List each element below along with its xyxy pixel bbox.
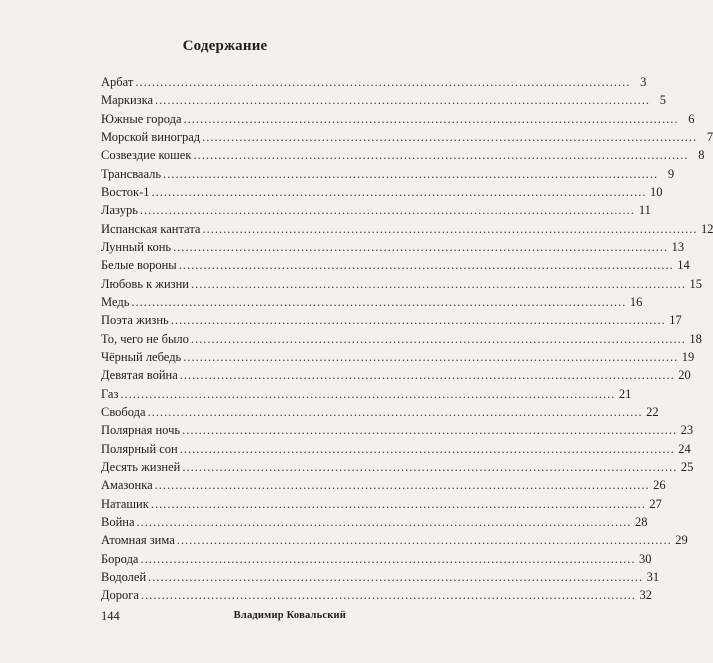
toc-entry [101, 513, 648, 531]
dot-leader: ........................................................................................................................ [136, 514, 632, 529]
dot-leader: ........................................................................................................................ [148, 569, 644, 584]
toc-entry [101, 201, 651, 219]
toc-entry [101, 421, 694, 439]
toc-entry-page: 8 [698, 148, 705, 163]
dot-leader: ........................................................................................................................ [147, 404, 643, 419]
toc-entry [101, 550, 652, 568]
toc-entry-page: 12 [700, 221, 713, 236]
dot-leader: ........................................................................................................................ [179, 441, 675, 456]
toc-entry-title: Борода [101, 551, 139, 566]
dot-leader: ........................................................................................................................ [190, 331, 686, 346]
toc-entry-page: 25 [680, 459, 694, 474]
page-number: 144 [101, 609, 120, 623]
toc-entry-title: Десять жизней [101, 459, 181, 474]
toc-entry-title: То, чего не было [101, 331, 189, 346]
toc-entry [101, 348, 695, 366]
toc-entry [101, 495, 662, 513]
toc-entry [101, 586, 652, 604]
toc-entry-title: Наташик [101, 496, 149, 511]
dot-leader: ........................................................................................................................ [120, 386, 616, 401]
toc-entry [101, 73, 647, 91]
toc-entry-title: Полярная ночь [101, 423, 181, 438]
toc-entry-page: 32 [639, 588, 652, 603]
dot-leader: ........................................................................................................................ [163, 166, 659, 181]
dot-leader: ........................................................................................................................ [170, 313, 666, 328]
toc-entry-page: 9 [667, 166, 675, 181]
toc-entry [101, 568, 660, 586]
dot-leader: ........................................................................................................................ [182, 459, 678, 474]
dot-leader: ........................................................................................................................ [202, 221, 698, 236]
dot-leader: ........................................................................................................................ [140, 588, 636, 603]
toc-entry [101, 110, 695, 128]
toc-entry-title: Газ [101, 386, 119, 401]
toc-entry-title: Созвездие кошек [101, 148, 192, 163]
dot-leader: ........................................................................................................................ [178, 258, 674, 273]
toc-entry-title: Медь [101, 294, 130, 309]
toc-entry-page: 11 [638, 203, 651, 218]
toc-entry [101, 440, 691, 458]
dot-leader: ........................................................................................................................ [183, 349, 679, 364]
toc-entry-page: 19 [681, 349, 695, 364]
toc-entry-page: 14 [677, 258, 690, 273]
toc-entry-title: Любовь к жизни [101, 276, 189, 291]
toc-entry-title: Амазонка [101, 478, 153, 493]
toc-entry [101, 366, 691, 384]
dot-leader: ........................................................................................................................ [131, 294, 627, 309]
dot-leader: ........................................................................................................................ [182, 423, 678, 438]
toc-entry-page: 5 [659, 93, 667, 108]
toc-entry-title: Полярный сон [101, 441, 178, 456]
toc-entry-title: Война [101, 514, 135, 529]
toc-entry [101, 275, 702, 293]
toc-entry-title: Лунный конь [101, 239, 172, 254]
toc-entry-title: Южные города [101, 111, 182, 126]
dot-leader: ........................................................................................................................ [193, 148, 689, 163]
toc-entry-page: 31 [646, 569, 660, 584]
toc-entry-page: 20 [678, 368, 691, 383]
toc-entry [101, 183, 663, 201]
toc-entry-title: Морской виноград [101, 129, 201, 144]
dot-leader: ........................................................................................................................ [140, 551, 636, 566]
page-title: Содержание [182, 38, 268, 54]
toc-entry [101, 385, 632, 403]
toc-entry [101, 128, 713, 146]
table-of-contents [101, 73, 713, 605]
toc-entry-page: 26 [653, 478, 666, 493]
toc-entry-page: 22 [646, 404, 659, 419]
toc-entry-page: 29 [675, 533, 688, 548]
toc-entry-page: 27 [649, 496, 662, 511]
toc-entry [101, 403, 659, 421]
toc-entry-page: 16 [629, 294, 643, 309]
toc-entry-title: Дорога [101, 588, 139, 603]
toc-entry-title: Восток-1 [101, 184, 150, 199]
toc-entry-page: 23 [680, 423, 694, 438]
toc-entry-title: Лазурь [101, 203, 138, 218]
toc-entry-title: Атомная зима [101, 533, 175, 548]
toc-entry [101, 458, 694, 476]
toc-entry-page: 21 [618, 386, 632, 401]
toc-entry [101, 256, 690, 274]
dot-leader: ........................................................................................................................ [154, 478, 650, 493]
toc-entry-title: Чёрный лебедь [101, 349, 182, 364]
toc-entry-title: Водолей [101, 569, 147, 584]
dot-leader: ........................................................................................................................ [150, 496, 646, 511]
toc-entry-title: Девятая война [101, 368, 178, 383]
toc-entry-title: Арбат [101, 75, 134, 89]
toc-entry-page: 24 [678, 441, 691, 456]
toc-entry [101, 220, 713, 238]
toc-entry-page: 6 [688, 111, 695, 126]
dot-leader: ........................................................................................................................ [183, 111, 679, 126]
toc-entry-page: 30 [638, 551, 652, 566]
toc-entry [101, 165, 675, 183]
toc-entry-page: 28 [635, 514, 648, 529]
toc-entry [101, 330, 702, 348]
toc-entry [101, 531, 688, 549]
dot-leader: ........................................................................................................................ [155, 93, 651, 108]
toc-entry [101, 293, 643, 311]
toc-entry-title: Маркизка [101, 93, 154, 108]
toc-entry-title: Свобода [101, 404, 146, 419]
dot-leader: ........................................................................................................................ [173, 239, 669, 254]
toc-entry-page: 10 [649, 184, 663, 199]
dot-leader: ........................................................................................................................ [191, 276, 686, 291]
toc-entry-title: Трансвааль [101, 166, 162, 181]
dot-leader: ........................................................................................................................ [202, 129, 698, 144]
dot-leader: ........................................................................................................................ [135, 75, 631, 89]
toc-entry-title: Поэта жизнь [101, 313, 169, 328]
author-name: Владимир Ковальский [233, 610, 346, 621]
toc-entry [101, 91, 667, 109]
dot-leader: ........................................................................................................................ [151, 184, 647, 199]
toc-entry-page: 13 [671, 239, 685, 254]
toc-entry [101, 238, 685, 256]
dot-leader: ........................................................................................................................ [176, 533, 672, 548]
toc-entry-page: 3 [640, 75, 647, 89]
toc-entry-page: 18 [689, 331, 702, 346]
toc-entry-title: Испанская кантата [101, 221, 201, 236]
toc-entry [101, 476, 666, 494]
toc-entry-title: Белые вороны [101, 258, 177, 273]
toc-entry [101, 146, 705, 164]
toc-entry-page: 17 [669, 313, 682, 328]
dot-leader: ........................................................................................................................ [139, 203, 635, 218]
toc-entry-page: 7 [706, 129, 713, 144]
toc-entry-page: 15 [689, 276, 702, 291]
toc-entry [101, 311, 682, 329]
dot-leader: ........................................................................................................................ [179, 368, 675, 383]
